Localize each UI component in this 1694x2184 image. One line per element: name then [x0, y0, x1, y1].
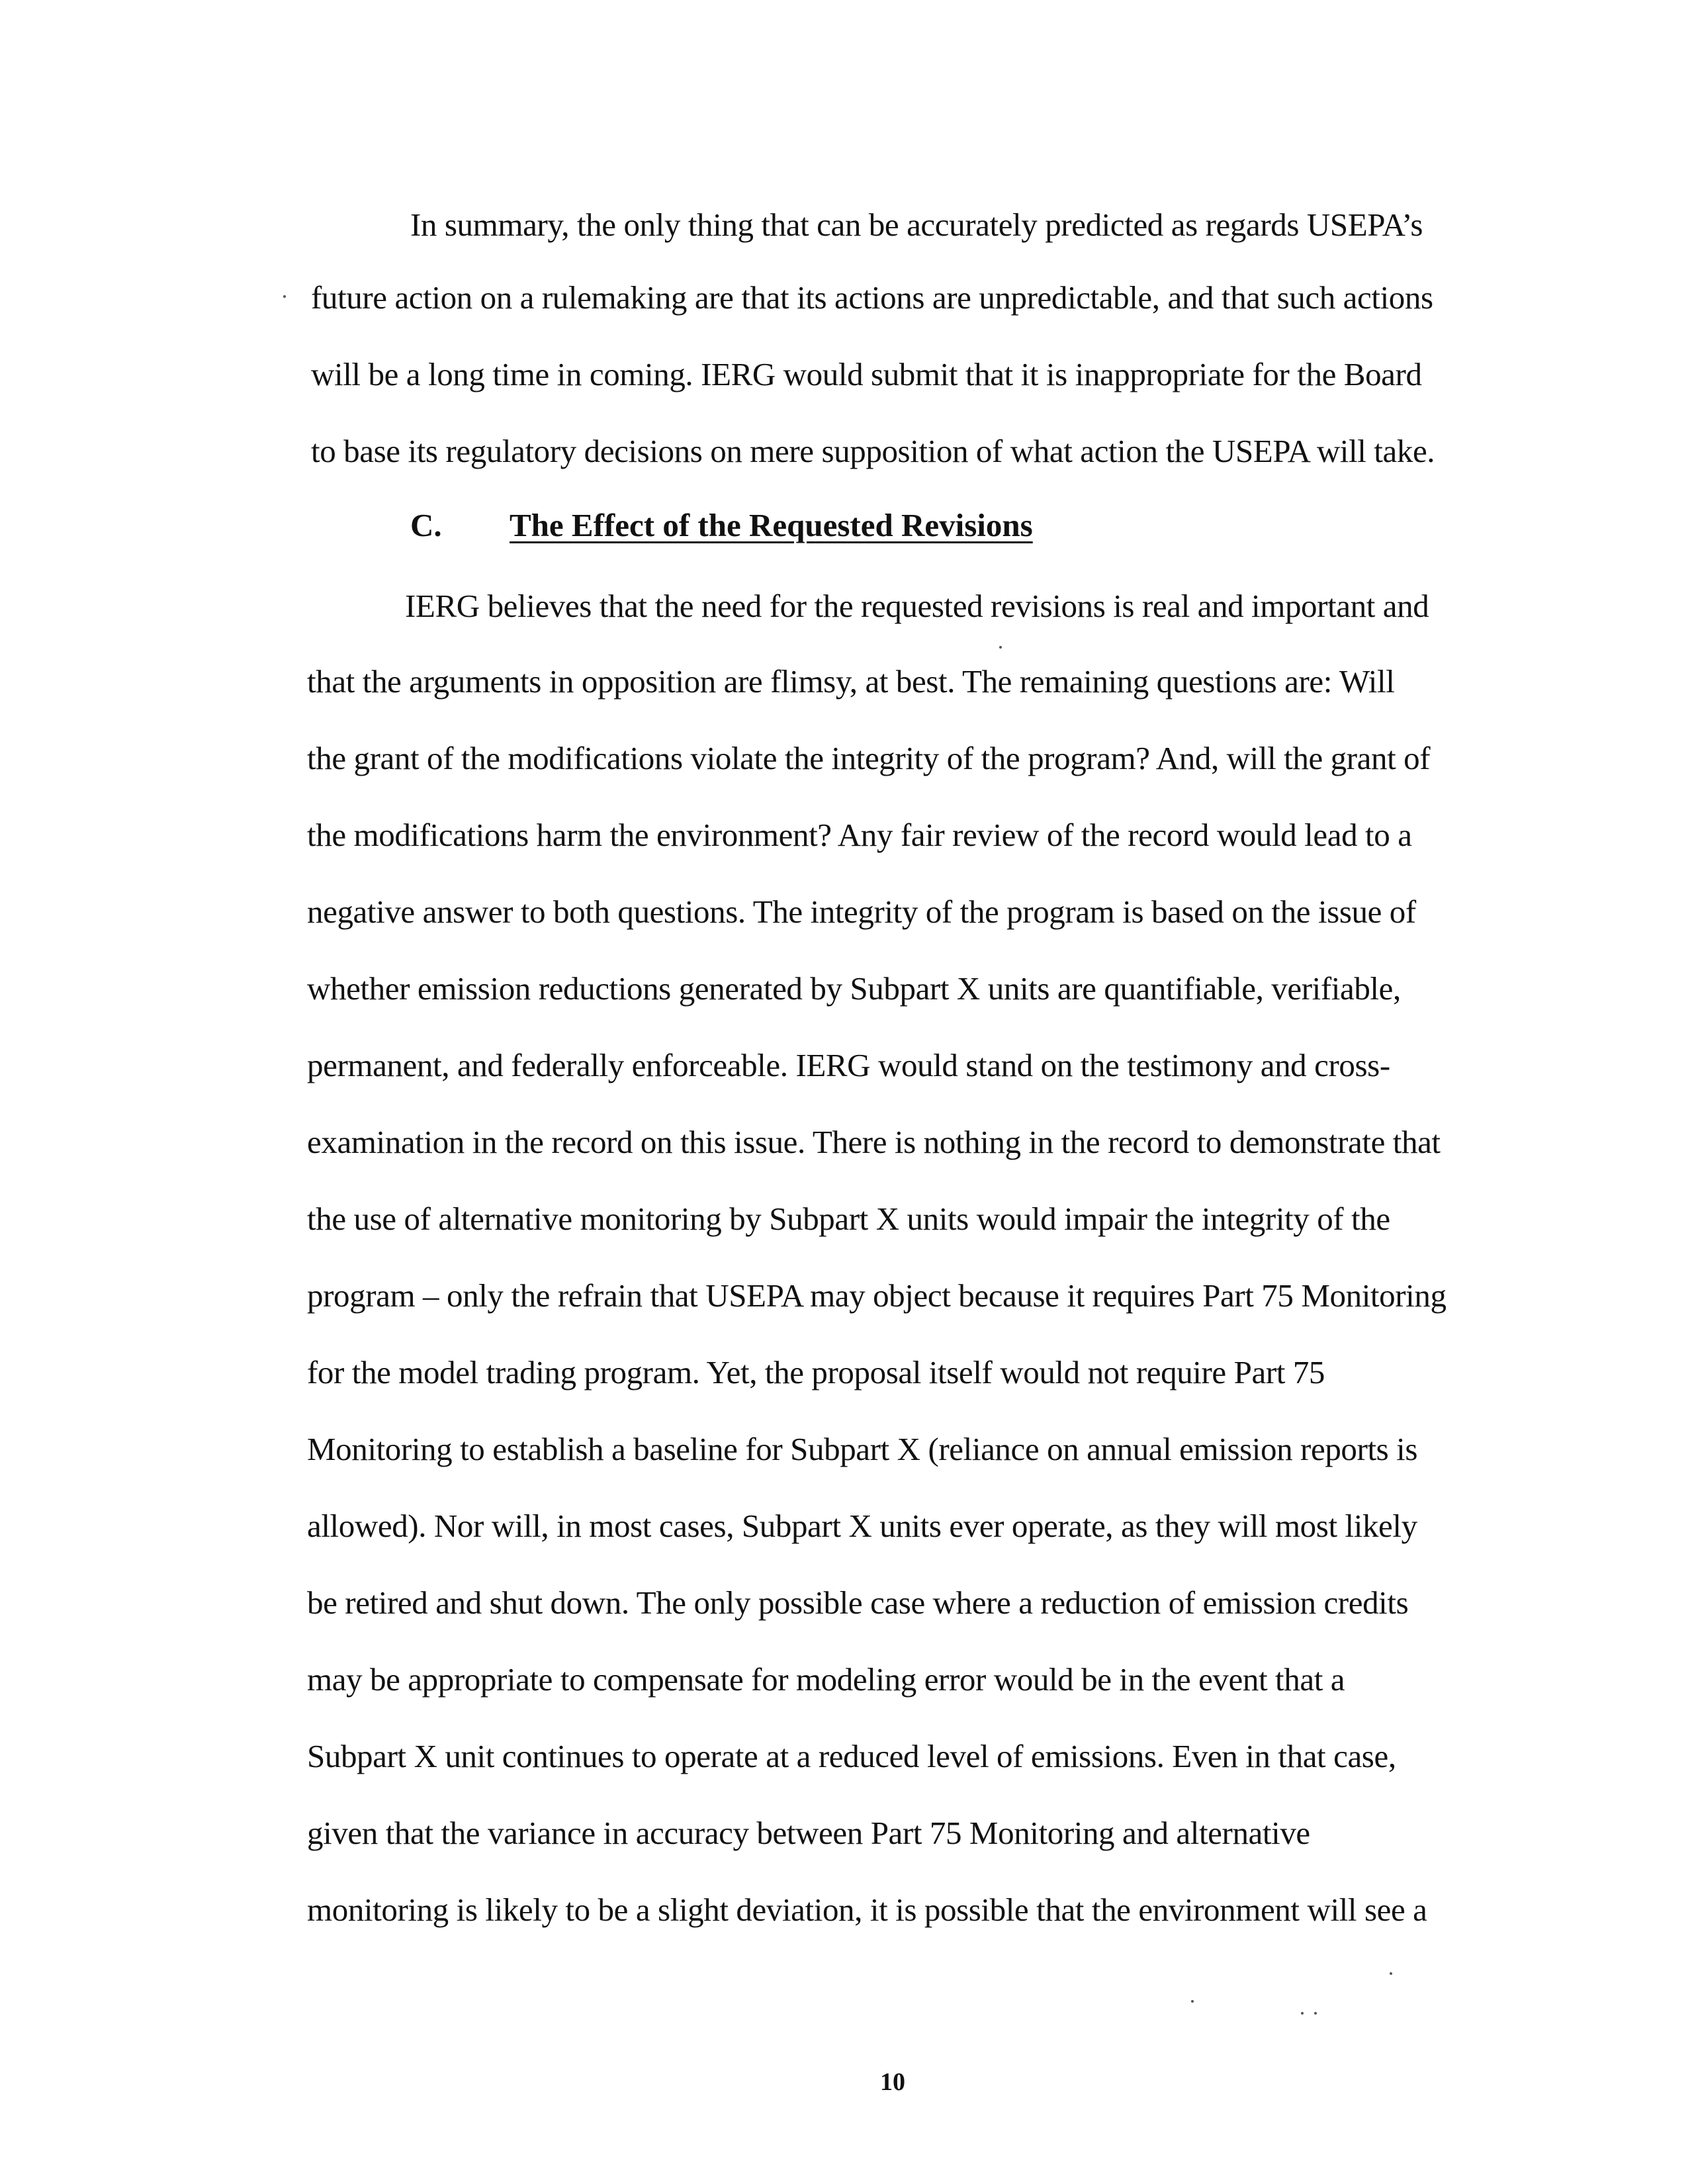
text-line: Subpart X unit continues to operate at a reduced level of emissions. Even in that case, [307, 1738, 1396, 1774]
text-line: IERG believes that the need for the requested revisions is real and important and [405, 588, 1429, 624]
text-line: Monitoring to establish a baseline for Subpart X (reliance on annual emission reports is [307, 1431, 1418, 1467]
text-line: be retired and shut down. The only possible case where a reduction of emission credits [307, 1584, 1409, 1621]
scan-speck [1301, 2012, 1304, 2015]
text-line: allowed). Nor will, in most cases, Subpart X units ever operate, as they will most likely [307, 1508, 1417, 1544]
text-line: In summary, the only thing that can be accurately predicted as regards USEPA’s [410, 206, 1423, 243]
text-line: monitoring is likely to be a slight deviation, it is possible that the environment will see a [307, 1891, 1427, 1928]
text-line: the grant of the modifications violate the integrity of the program? And, will the grant of [307, 740, 1431, 776]
text-line: may be appropriate to compensate for modeling error would be in the event that a [307, 1661, 1345, 1698]
text-line: for the model trading program. Yet, the proposal itself would not require Part 75 [307, 1354, 1325, 1390]
section-title: The Effect of the Requested Revisions [510, 507, 1033, 543]
scan-speck [999, 646, 1002, 649]
scan-speck [1314, 2012, 1317, 2015]
text-line: will be a long time in coming. IERG would submit that it is inappropriate for the Board [311, 356, 1422, 392]
text-line: whether emission reductions generated by Subpart X units are quantifiable, verifiable, [307, 970, 1401, 1007]
text-line: that the arguments in opposition are flimsy, at best. The remaining questions are: Will [307, 663, 1395, 700]
scan-speck [283, 295, 286, 298]
scan-speck [1390, 1972, 1392, 1975]
text-line: the use of alternative monitoring by Subpart X units would impair the integrity of the [307, 1201, 1390, 1237]
text-line: negative answer to both questions. The integrity of the program is based on the issue of [307, 893, 1416, 930]
text-line: examination in the record on this issue. There is nothing in the record to demonstrate that [307, 1124, 1441, 1160]
text-line: given that the variance in accuracy between Part 75 Monitoring and alternative [307, 1815, 1310, 1851]
page-number: 10 [880, 2068, 905, 2096]
text-line: to base its regulatory decisions on mere supposition of what action the USEPA will take. [311, 433, 1435, 469]
text-line: future action on a rulemaking are that its actions are unpredictable, and that such actions [311, 279, 1433, 316]
text-line: program – only the refrain that USEPA may object because it requires Part 75 Monitoring [307, 1277, 1447, 1314]
text-line: permanent, and federally enforceable. IERG would stand on the testimony and cross- [307, 1047, 1390, 1083]
text-line: the modifications harm the environment? Any fair review of the record would lead to a [307, 817, 1412, 853]
scan-speck [1191, 2000, 1194, 2003]
section-letter: C. [410, 507, 442, 543]
